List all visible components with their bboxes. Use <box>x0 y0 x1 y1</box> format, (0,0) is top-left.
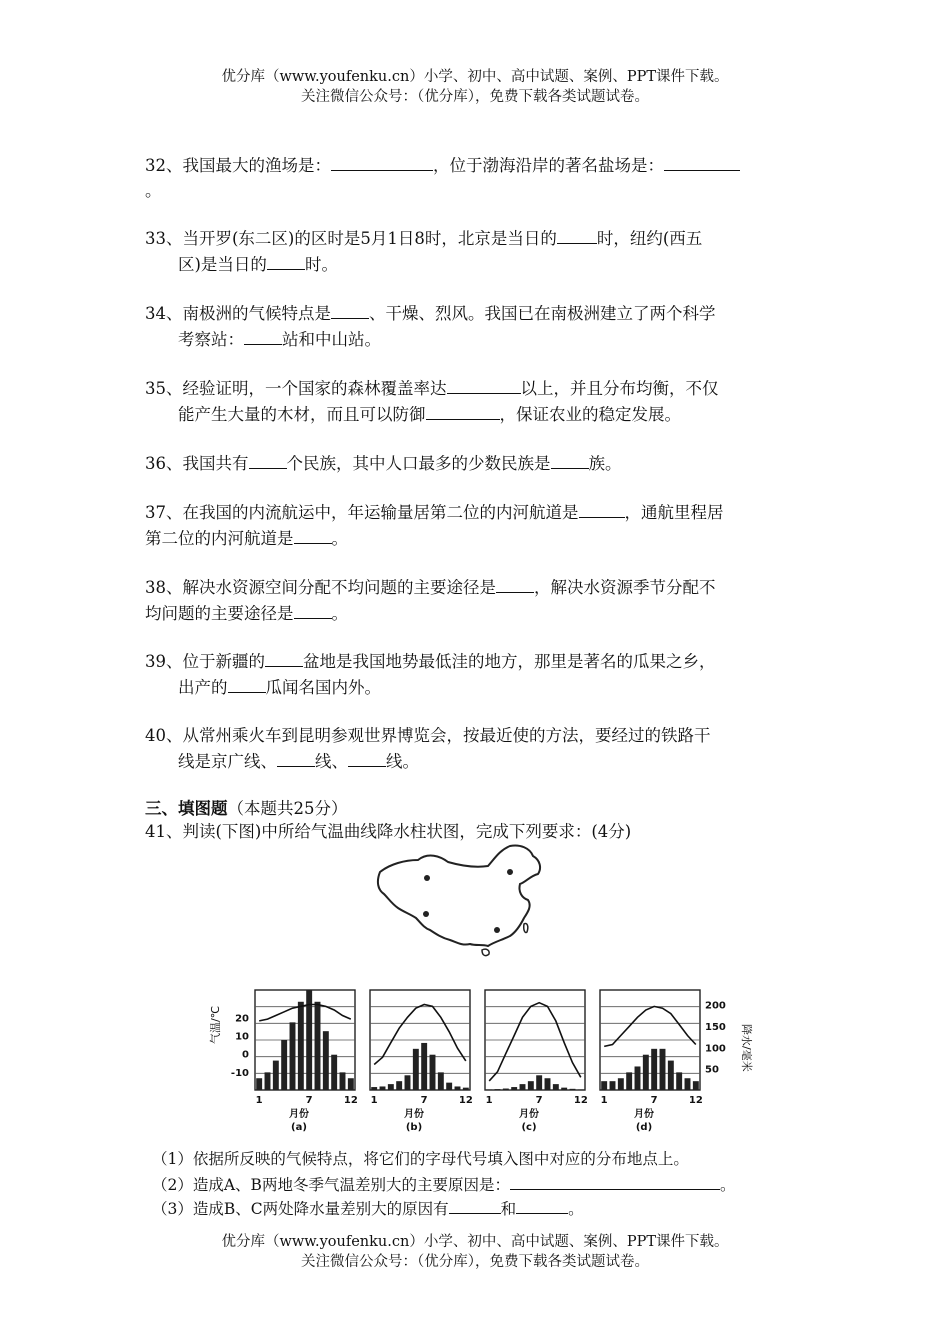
precip-bar <box>430 1055 436 1090</box>
question-38 <box>145 574 810 626</box>
precip-bar <box>676 1072 682 1090</box>
precip-bar <box>290 1022 296 1090</box>
precip-bar <box>578 1089 584 1090</box>
section-3-title: 三、填图题 <box>145 799 228 818</box>
footer-line-1: 优分库（www.youfenku.cn）小学、初中、高中试题、案例、PPT课件下载。 <box>221 1234 729 1250</box>
temperature-line <box>489 1003 581 1081</box>
panel-label: (b) <box>405 1122 423 1133</box>
q34-blank-1[interactable] <box>331 300 369 319</box>
precip-bar <box>643 1055 649 1090</box>
q34-text-d: 站和中山站。 <box>282 330 381 349</box>
q38-text-c: 均问题的主要途径是 <box>145 604 294 623</box>
question-36 <box>145 450 810 476</box>
q39-blank-1[interactable] <box>265 648 303 667</box>
q39-blank-2[interactable] <box>228 674 266 693</box>
precip-bar <box>618 1078 624 1090</box>
sub-question-3-text-b: 和 <box>500 1200 517 1218</box>
sub-question-2-text: （2）造成A、B两地冬季气温差别大的主要原因是： <box>152 1176 510 1194</box>
map-point-4[interactable] <box>494 927 500 933</box>
x-tick-label: 12 <box>458 1095 473 1106</box>
climate-panel <box>485 990 588 1133</box>
header-line-2: 关注微信公众号：（优分库），免费下载各类试题试卷。 <box>301 89 649 105</box>
sub-question-3-blank-1[interactable] <box>449 1195 501 1214</box>
q32-text-c: 。 <box>145 181 162 200</box>
precip-bar <box>545 1078 551 1090</box>
question-35 <box>145 375 810 427</box>
precip-bar <box>413 1049 419 1090</box>
x-tick-label: 1 <box>600 1095 608 1106</box>
precip-bar <box>396 1081 402 1090</box>
climate-charts <box>205 978 753 1138</box>
q40-text-d: 线。 <box>386 752 419 771</box>
climate-panel <box>370 990 473 1133</box>
precip-bar <box>693 1081 699 1090</box>
temperature-ticks <box>231 1013 249 1079</box>
q34-text-c: 考察站： <box>178 330 244 349</box>
q32-blank-2[interactable] <box>664 152 740 171</box>
q36-text-a: 36、我国共有 <box>145 454 249 473</box>
sub-question-3 <box>152 1195 584 1221</box>
question-34 <box>145 300 810 352</box>
x-tick-label: 7 <box>535 1095 543 1106</box>
panel-label: (d) <box>635 1122 653 1133</box>
chart-panels <box>255 990 703 1133</box>
q40-text-c: 线、 <box>315 752 348 771</box>
right-axis-label: 降水/毫米 <box>740 1024 753 1072</box>
precip-bar <box>371 1087 377 1090</box>
temperature-line <box>374 1005 466 1065</box>
q32-text-a: 32、我国最大的渔场是： <box>145 156 331 175</box>
q36-text-b: 个民族，其中人口最多的少数民族是 <box>286 454 551 473</box>
q33-text-b: 时，纽约(西五 <box>596 229 703 248</box>
x-tick-label: 12 <box>343 1095 358 1106</box>
precip-bar <box>495 1089 501 1090</box>
q35-blank-2[interactable] <box>426 401 500 420</box>
q33-text-a: 33、当开罗(东二区)的区时是5月1日8时，北京是当日的 <box>145 229 557 248</box>
q38-text-b: ，解决水资源季节分配不 <box>534 578 716 597</box>
precip-bar <box>511 1087 517 1090</box>
precip-bar <box>536 1075 542 1090</box>
x-tick-label: 1 <box>370 1095 378 1106</box>
precip-bar <box>446 1083 452 1090</box>
question-40 <box>145 723 810 774</box>
section-3-note: （本题共25分） <box>227 799 348 818</box>
q39-text-c: 出产的 <box>178 678 228 697</box>
precip-bar <box>626 1072 632 1090</box>
precip-bar <box>315 1002 321 1090</box>
q35-blank-1[interactable] <box>447 375 521 394</box>
china-map <box>370 842 565 960</box>
precip-tick-label: 200 <box>705 1000 726 1012</box>
q33-text-c: 区)是当日的 <box>178 255 267 274</box>
q40-text-a: 40、从常州乘火车到昆明参观世界博览会，按最近使的方法，要经过的铁路干 <box>145 726 711 745</box>
x-tick-label: 1 <box>485 1095 493 1106</box>
precip-bar <box>421 1043 427 1090</box>
precip-bar <box>405 1075 411 1090</box>
precip-bar <box>340 1072 346 1090</box>
temp-tick-label: -10 <box>230 1067 249 1079</box>
precip-bar <box>281 1040 287 1090</box>
panel-label: (a) <box>291 1122 307 1133</box>
temp-tick-label: 10 <box>235 1031 249 1043</box>
map-point-1[interactable] <box>424 875 430 881</box>
precip-bar <box>528 1081 534 1090</box>
q32-blank-1[interactable] <box>331 152 433 171</box>
precip-bar <box>273 1061 279 1090</box>
q37-blank-2[interactable] <box>294 525 332 544</box>
q32-text-b: ，位于渤海沿岸的著名盐场是： <box>433 156 664 175</box>
q38-blank-2[interactable] <box>294 600 332 619</box>
q35-text-b: 以上，并且分布均衡，不仅 <box>520 379 719 398</box>
precip-bar <box>561 1088 567 1090</box>
temp-tick-label: 20 <box>235 1013 249 1025</box>
q35-text-c: 能产生大量的木材，而且可以防御 <box>178 405 426 424</box>
precip-bar <box>331 1055 337 1090</box>
x-tick-label: 7 <box>305 1095 313 1106</box>
q38-text-a: 38、解决水资源空间分配不均问题的主要途径是 <box>145 578 496 597</box>
header-line-1: 优分库（www.youfenku.cn）小学、初中、高中试题、案例、PPT课件下载。 <box>221 69 729 85</box>
precip-bar <box>256 1078 262 1090</box>
precip-bar <box>380 1086 386 1090</box>
q39-text-b: 盆地是我国地势最低洼的地方，那里是著名的瓜果之乡， <box>303 652 716 671</box>
x-tick-label: 7 <box>420 1095 428 1106</box>
precip-bar <box>610 1081 616 1090</box>
q38-text-d: 。 <box>331 604 348 623</box>
q34-text-b: 、干燥、烈风。我国已在南极洲建立了两个科学 <box>369 304 716 323</box>
precip-bar <box>503 1089 509 1090</box>
q40-text-b: 线是京广线、 <box>178 752 277 771</box>
x-axis-label: 月份 <box>289 1109 309 1120</box>
precip-bar <box>570 1089 576 1090</box>
precip-bar <box>553 1084 559 1090</box>
precip-bar <box>486 1089 492 1090</box>
x-tick-label: 12 <box>573 1095 588 1106</box>
q37-text-a: 37、在我国的内流航运中，年运输量居第二位的内河航道是 <box>145 503 579 522</box>
left-axis-label: 气温/℃ <box>209 1005 222 1044</box>
q37-text-b: ，通航里程居 <box>624 503 724 522</box>
map-point-2[interactable] <box>507 869 513 875</box>
china-outline <box>378 845 540 946</box>
panel-label: (c) <box>521 1122 537 1133</box>
q38-blank-1[interactable] <box>496 574 534 593</box>
precip-bar <box>265 1072 271 1090</box>
temp-tick-label: 0 <box>242 1049 249 1061</box>
precip-bar <box>635 1066 641 1090</box>
hainan-island <box>482 949 489 955</box>
precip-bar <box>668 1061 674 1090</box>
sub-question-3-text-c: 。 <box>568 1200 584 1218</box>
sub-question-3-text-a: （3）造成B、C两处降水量差别大的原因有 <box>152 1200 449 1218</box>
q40-blank-1[interactable] <box>277 748 315 767</box>
question-32 <box>145 152 810 203</box>
x-axis-label: 月份 <box>519 1109 539 1120</box>
q35-text-a: 35、经验证明，一个国家的森林覆盖率达 <box>145 379 447 398</box>
q34-blank-2[interactable] <box>244 326 282 345</box>
precip-tick-label: 150 <box>705 1022 726 1034</box>
q33-blank-1[interactable] <box>557 225 597 244</box>
q35-text-d: ，保证农业的稳定发展。 <box>499 405 681 424</box>
x-tick-label: 7 <box>650 1095 658 1106</box>
precip-bar <box>348 1078 354 1090</box>
q37-text-c: 第二位的内河航道是 <box>145 529 294 548</box>
question-37 <box>145 499 810 551</box>
sub-question-2-blank[interactable] <box>510 1171 720 1190</box>
q39-text-d: 瓜闻名国内外。 <box>265 678 381 697</box>
climate-panel <box>600 990 703 1133</box>
q36-blank-1[interactable] <box>249 450 287 469</box>
precip-bar <box>323 1031 329 1090</box>
x-tick-label: 1 <box>255 1095 263 1106</box>
q37-text-d: 。 <box>331 529 348 548</box>
question-39 <box>145 648 810 700</box>
sub-question-2-end: 。 <box>719 1176 736 1194</box>
precip-bar <box>388 1084 394 1090</box>
precip-tick-label: 50 <box>705 1064 719 1076</box>
question-41: 41、判读(下图)中所给气温曲线降水柱状图，完成下列要求：(4分) <box>145 822 632 841</box>
map-point-3[interactable] <box>423 911 429 917</box>
precip-bar <box>463 1088 469 1090</box>
q37-blank-1[interactable] <box>579 499 625 518</box>
precip-bar <box>660 1049 666 1090</box>
q40-blank-2[interactable] <box>348 748 386 767</box>
q33-blank-2[interactable] <box>267 251 305 270</box>
question-33 <box>145 225 810 277</box>
precip-bar <box>455 1086 461 1090</box>
sub-question-2 <box>152 1171 735 1197</box>
precip-bar <box>298 1002 304 1090</box>
q39-text-a: 39、位于新疆的 <box>145 652 265 671</box>
x-axis-label: 月份 <box>634 1109 654 1120</box>
temperature-line <box>604 1006 696 1046</box>
climate-panel <box>255 990 358 1133</box>
x-tick-label: 12 <box>688 1095 703 1106</box>
section-3-heading <box>145 797 348 821</box>
sub-question-1: （1）依据所反映的气候特点，将它们的字母代号填入图中对应的分布地点上。 <box>152 1150 689 1168</box>
q36-text-c: 族。 <box>588 454 622 473</box>
q34-text-a: 34、南极洲的气候特点是 <box>145 304 331 323</box>
q33-text-d: 时。 <box>304 255 338 274</box>
precipitation-ticks <box>705 1001 726 1076</box>
precip-bar <box>685 1078 691 1090</box>
q36-blank-2[interactable] <box>551 450 589 469</box>
footer-line-2: 关注微信公众号：（优分库），免费下载各类试题试卷。 <box>301 1254 649 1270</box>
precip-bar <box>438 1072 444 1090</box>
precip-bar <box>520 1084 526 1090</box>
taiwan-island <box>524 923 528 932</box>
sub-question-3-blank-2[interactable] <box>516 1195 568 1214</box>
precip-tick-label: 100 <box>705 1043 726 1055</box>
x-axis-label: 月份 <box>404 1109 424 1120</box>
precip-bar <box>601 1081 607 1090</box>
precip-bar <box>651 1049 657 1090</box>
